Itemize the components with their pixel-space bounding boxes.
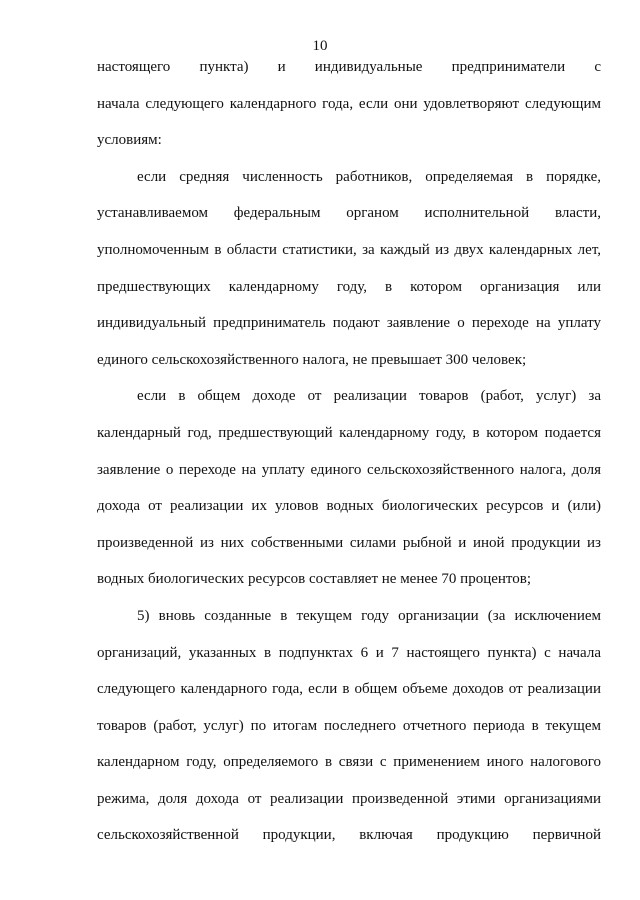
- text-line: водных биологических ресурсов составляет не менее 70 процентов;: [97, 571, 532, 588]
- text-line: уполномоченным в области статистики, за каждый из двух календарных лет,: [97, 241, 601, 258]
- text-line: дохода от реализации их уловов водных биологических ресурсов и (или): [97, 498, 601, 515]
- text-line: организаций, указанных в подпунктах 6 и 7 настоящего пункта) с начала: [97, 644, 601, 661]
- text-line: индивидуальный предприниматель подают заявление о переходе на уплату: [97, 315, 601, 332]
- text-line: следующего календарного года, если в общем объеме доходов от реализации: [97, 681, 601, 698]
- text-line: начала следующего календарного года, если они удовлетворяют следующим: [97, 95, 601, 112]
- text-line: если в общем доходе от реализации товаров (работ, услуг) за: [137, 388, 601, 405]
- text-line: заявление о переходе на уплату единого сельскохозяйственного налога, доля: [97, 461, 601, 478]
- text-line: настоящего пункта) и индивидуальные предприниматели с: [97, 59, 601, 75]
- text-line: если средняя численность работников, определяемая в порядке,: [137, 168, 601, 185]
- text-line: календарный год, предшествующий календарному году, в котором подается: [97, 424, 601, 441]
- text-line: устанавливаемом федеральным органом исполнительной власти,: [97, 205, 601, 222]
- text-line: единого сельскохозяйственного налога, не превышает 300 человек;: [97, 351, 527, 368]
- text-line: предшествующих календарному году, в котором организация или: [97, 278, 601, 295]
- text-line: режима, доля дохода от реализации произведенной этими организациями: [97, 790, 601, 807]
- text-line: 5) вновь созданные в текущем году организации (за исключением: [137, 607, 601, 624]
- text-line: сельскохозяйственной продукции, включая продукцию первичной: [97, 827, 601, 844]
- text-line: товаров (работ, услуг) по итогам последнего отчетного периода в текущем: [97, 717, 601, 734]
- page-number: 10: [312, 38, 328, 54]
- text-line: условиям:: [97, 132, 162, 149]
- text-line: произведенной из них собственными силами рыбной и иной продукции из: [97, 534, 601, 551]
- text-line: календарном году, определяемого в связи с применением иного налогового: [97, 754, 601, 771]
- document-body: [97, 57, 601, 862]
